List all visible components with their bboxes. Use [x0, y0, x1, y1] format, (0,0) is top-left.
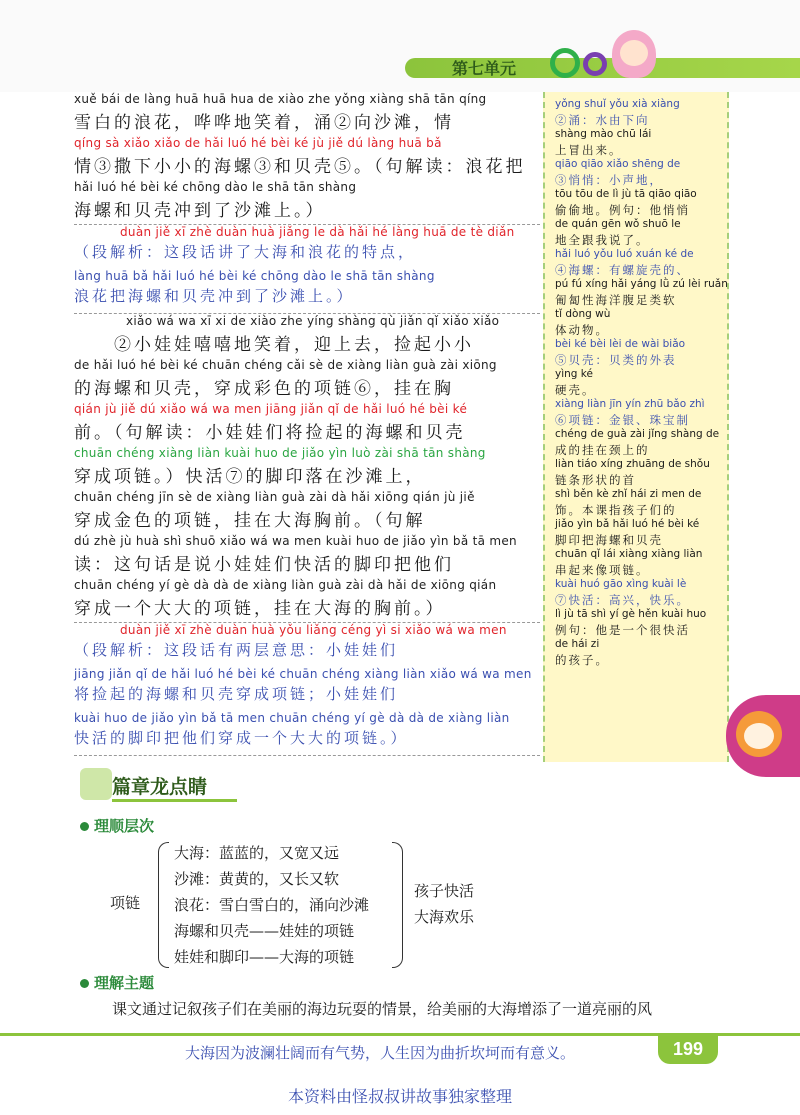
outline-root: 项链 [110, 894, 141, 912]
outline-item: 大海：蓝蓝的，又宽又远 [174, 844, 340, 862]
header-band [0, 0, 800, 92]
note-text: 链条形状的首 [555, 473, 636, 487]
theme-heading [80, 972, 154, 993]
note-text: 偷偷地。例句：他悄悄 [555, 203, 690, 217]
mascot-face-icon [620, 40, 648, 66]
note-pinyin: xiàng liàn jīn yín zhū bǎo zhì [555, 398, 705, 410]
note-text: 饰。本课指孩子们的 [555, 503, 677, 517]
footer-motto: 大海因为波澜壮阔而有气势，人生因为曲折坎坷而有意义。 [185, 1045, 576, 1062]
pinyin-line: jiāng jiǎn qǐ de hǎi luó hé bèi ké chuān chéng xiàng liàn xiǎo wá wa men [74, 667, 532, 681]
note-pinyin: tōu tōu de lì jù tā qiāo qiāo [555, 188, 697, 200]
page-number: 199 [658, 1034, 718, 1064]
note-text: 脚印把海螺和贝壳 [555, 533, 663, 547]
pinyin-line: qián jù jiě dú xiǎo wá wa men jiāng jiǎn qǐ de hǎi luó hé bèi ké [74, 402, 468, 416]
paragraph-analysis: （段解析：这段话有两层意思：小娃娃们 [74, 641, 399, 659]
paragraph-analysis: 浪花把海螺和贝壳冲到了沙滩上。） [74, 285, 540, 314]
pinyin-line: qíng sà xiǎo xiǎo de hǎi luó hé bèi ké jù jiě dú làng huā bǎ [74, 136, 442, 150]
side-notes-panel [543, 92, 729, 762]
note-pinyin: yǒng shuǐ yǒu xià xiàng [555, 98, 680, 110]
note-pinyin: chéng de guà zài jǐng shàng de [555, 428, 720, 440]
pinyin-line: chuān chéng yí gè dà dà de xiàng liàn guà zài dà hǎi de xiōng qián [74, 578, 497, 592]
outline-item: 沙滩：黄黄的，又长又软 [174, 870, 340, 888]
text-line: 雪白的浪花，哗哗地笑着，涌②向沙滩，情 [74, 113, 454, 133]
main-text [74, 92, 540, 756]
paragraph-analysis: （段解析：这段话讲了大海和浪花的特点， [74, 243, 417, 261]
text-line: ②小娃娃嘻嘻地笑着，迎上去，捡起小小 [114, 335, 474, 355]
outline-heading [80, 815, 154, 836]
note-pinyin: tǐ dòng wù [555, 308, 611, 320]
note-text: 的孩子。 [555, 653, 609, 667]
credit-line: 本资料由怪叔叔讲故事独家整理 [287, 1089, 512, 1106]
outline-result: 大海欢乐 [414, 908, 475, 926]
theme-heading-label: 理解主题 [94, 975, 155, 992]
unit-title: 第七单元 [452, 61, 517, 78]
green-ring-icon [550, 48, 580, 78]
note-text: 硬壳。 [555, 383, 596, 397]
note-text: 例句：他是一个很快活 [555, 623, 690, 637]
note-text: 串起来像项链。 [555, 563, 650, 577]
note-pinyin: pú fú xíng hǎi yáng lǜ zú lèi ruǎn [555, 278, 728, 290]
pinyin-line: làng huā bǎ hǎi luó hé bèi ké chōng dào le shā tān shàng [74, 269, 435, 283]
text-line: 的海螺和贝壳，穿成彩色的项链⑥，挂在胸 [74, 379, 454, 399]
note-text: ②涌：水由下向 [555, 113, 650, 127]
note-pinyin: kuài huó gāo xìng kuài lè [555, 578, 687, 590]
note-pinyin: shì běn kè zhǐ hái zi men de [555, 488, 702, 500]
outline-items [174, 842, 369, 972]
note-pinyin: liàn tiáo xíng zhuāng de shǒu [555, 458, 710, 470]
pinyin-line: duàn jiě xī zhè duàn huà jiǎng le dà hǎi hé làng huā de tè diǎn [120, 225, 515, 239]
theme-text: 课文通过记叙孩子们在美丽的海边玩耍的情景，给美丽的大海增添了一道亮丽的风 [112, 1000, 653, 1018]
pinyin-line: duàn jiě xī zhè duàn huà yǒu liǎng céng yì si xiǎo wá wa men [120, 623, 507, 637]
outline-result: 孩子快活 [414, 882, 475, 900]
note-pinyin: qiāo qiāo xiǎo shēng de [555, 158, 681, 170]
note-pinyin: hǎi luó yǒu luó xuán ké de [555, 248, 694, 260]
text-line: 读：这句话是说小娃娃们快活的脚印把他们 [74, 555, 454, 575]
purple-ring-icon [583, 52, 607, 76]
text-line: 穿成金色的项链，挂在大海胸前。（句解 [74, 511, 426, 531]
left-brace [158, 842, 169, 968]
note-pinyin: jiǎo yìn bǎ hǎi luó hé bèi ké [555, 518, 700, 530]
paragraph-analysis: 快活的脚印把他们穿成一个大大的项链。） [74, 727, 540, 756]
right-brace [392, 842, 403, 968]
pinyin-line: hǎi luó hé bèi ké chōng dào le shā tān shàng [74, 180, 357, 194]
text-line: 情③撒下小小的海螺③和贝壳⑤。（句解读：浪花把 [74, 157, 526, 177]
note-text: 体动物。 [555, 323, 609, 337]
paragraph-analysis: 将捡起的海螺和贝壳穿成项链；小娃娃们 [74, 685, 399, 703]
pinyin-line: dú zhè jù huà shì shuō xiǎo wá wa men kuài huo de jiǎo yìn bǎ tā men [74, 534, 517, 548]
pinyin-line: xuě bái de làng huā huā hua de xiào zhe yǒng xiàng shā tān qíng [74, 92, 487, 106]
note-text: ③悄悄：小声地， [555, 173, 663, 187]
note-pinyin: bèi ké bèi lèi de wài biǎo [555, 338, 686, 350]
note-pinyin: chuān qǐ lái xiàng xiàng liàn [555, 548, 703, 560]
fox-face-icon [744, 723, 774, 749]
pinyin-line: chuān chéng xiàng liàn kuài huo de jiǎo yìn luò zài shā tān shàng [74, 446, 486, 460]
pinyin-line: chuān chéng jīn sè de xiàng liàn guà zài dà hǎi xiōng qián jù jiě [74, 490, 475, 504]
note-text: ⑦快活：高兴，快乐。 [555, 593, 690, 607]
note-pinyin: lì jù tā shì yí gè hěn kuài huo [555, 608, 707, 620]
note-pinyin: yìng ké [555, 368, 593, 380]
bullet-icon [80, 822, 89, 831]
section-title: 篇章龙点睛 [112, 772, 237, 802]
note-text: ④海螺：有螺旋壳的、 [555, 263, 690, 277]
note-pinyin: shàng mào chū lái [555, 128, 652, 140]
note-text: ⑥项链：金银、珠宝制 [555, 413, 690, 427]
note-text: 成的挂在颈上的 [555, 443, 650, 457]
text-line: 穿成项链。）快活⑦的脚印落在沙滩上， [74, 467, 426, 487]
outline-item: 海螺和贝壳——娃娃的项链 [174, 922, 355, 940]
note-text: ⑤贝壳：贝类的外表 [555, 353, 677, 367]
text-line: 穿成一个大大的项链，挂在大海的胸前。） [74, 594, 540, 623]
section-badge-icon [80, 768, 112, 800]
note-text: 地全跟我说了。 [555, 233, 650, 247]
pinyin-line: de hǎi luó hé bèi ké chuān chéng cǎi sè de xiàng liàn guà zài xiōng [74, 358, 497, 372]
note-text: 上冒出来。 [555, 143, 623, 157]
bullet-icon [80, 979, 89, 988]
pinyin-line: kuài huo de jiǎo yìn bǎ tā men chuān chéng yí gè dà dà de xiàng liàn [74, 711, 510, 725]
note-pinyin: de quán gēn wǒ shuō le [555, 218, 681, 230]
note-pinyin: de hái zi [555, 638, 600, 650]
text-line: 海螺和贝壳冲到了沙滩上。） [74, 196, 540, 225]
text-line: 前。（句解读：小娃娃们将捡起的海螺和贝壳 [74, 423, 466, 443]
outline-item: 娃娃和脚印——大海的项链 [174, 948, 355, 966]
pinyin-line: xiǎo wá wa xī xi de xiào zhe yíng shàng qù jiǎn qǐ xiǎo xiǎo [126, 314, 500, 328]
outline-heading-label: 理顺层次 [94, 818, 155, 835]
note-text: 匍匐性海洋腹足类软 [555, 293, 677, 307]
outline-item: 浪花：雪白雪白的，涌向沙滩 [174, 896, 370, 914]
side-tab [726, 695, 800, 777]
